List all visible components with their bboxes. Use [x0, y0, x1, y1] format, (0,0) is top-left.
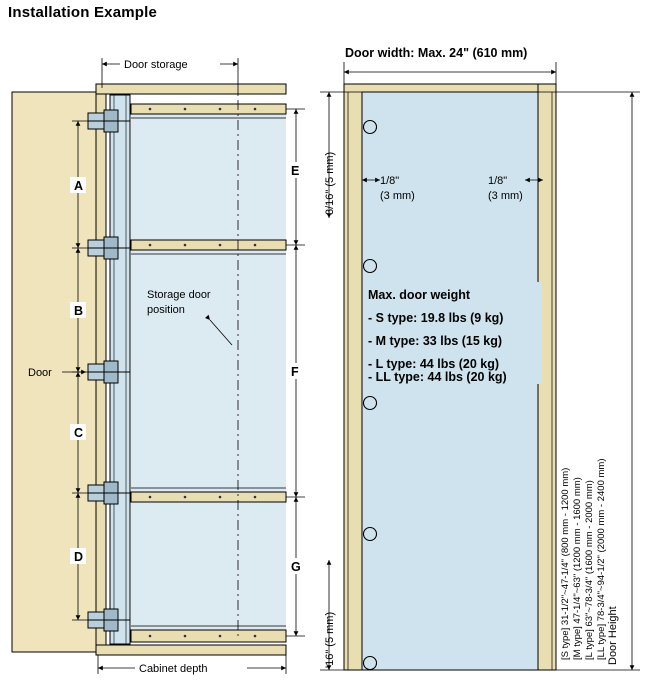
height-type-ll: [LL type] 78-3/4"~94-1/2" (2000 mm - 2400 mm) [596, 458, 607, 660]
dim-f-label: F [291, 365, 299, 379]
storage-door-note-line2: position [147, 304, 185, 316]
height-type-s: [S type] 31-1/2"~47-1/4" (800 mm - 1200 mm) [560, 467, 571, 660]
door-width-label: Door width: Max. 24" (610 mm) [345, 46, 528, 60]
max-door-weight-title: Max. door weight [368, 288, 471, 302]
weight-item-ll: - LL type: 44 lbs (20 kg) [368, 370, 507, 384]
height-type-m: [M type] 47-1/4"~63" (1200 mm - 1600 mm) [572, 477, 583, 660]
bottom-gap-label: '16" (5 mm) [324, 611, 336, 668]
dim-c-label: C [74, 426, 84, 440]
gap-left-value: 1/8" [380, 175, 400, 187]
door-height-label: Door Height [607, 606, 619, 665]
gap-right-unit: (3 mm) [488, 190, 523, 202]
dim-e-label: E [291, 164, 300, 178]
storage-door-note-line1: Storage door [147, 289, 211, 301]
weight-item-m: - M type: 33 lbs (15 kg) [368, 334, 503, 348]
weight-item-s: - S type: 19.8 lbs (9 kg) [368, 311, 504, 325]
door-label: Door [28, 367, 52, 379]
cabinet-depth-label: Cabinet depth [139, 663, 208, 675]
page-title: Installation Example [8, 4, 158, 21]
weight-item-l: - L type: 44 lbs (20 kg) [368, 357, 500, 371]
dim-g-label: G [291, 560, 301, 574]
door-storage-label: Door storage [124, 59, 188, 71]
gap-right-value: 1/8" [488, 175, 508, 187]
top-gap-label: 3/16" (5 mm) [324, 151, 336, 215]
gap-left-unit: (3 mm) [380, 190, 415, 202]
height-type-l: [L type] 63"~78-3/4" (1600 mm - 2000 mm) [584, 480, 595, 660]
dim-a-label: A [74, 179, 84, 193]
dim-d-label: D [74, 550, 84, 564]
dim-b-label: B [74, 304, 84, 318]
